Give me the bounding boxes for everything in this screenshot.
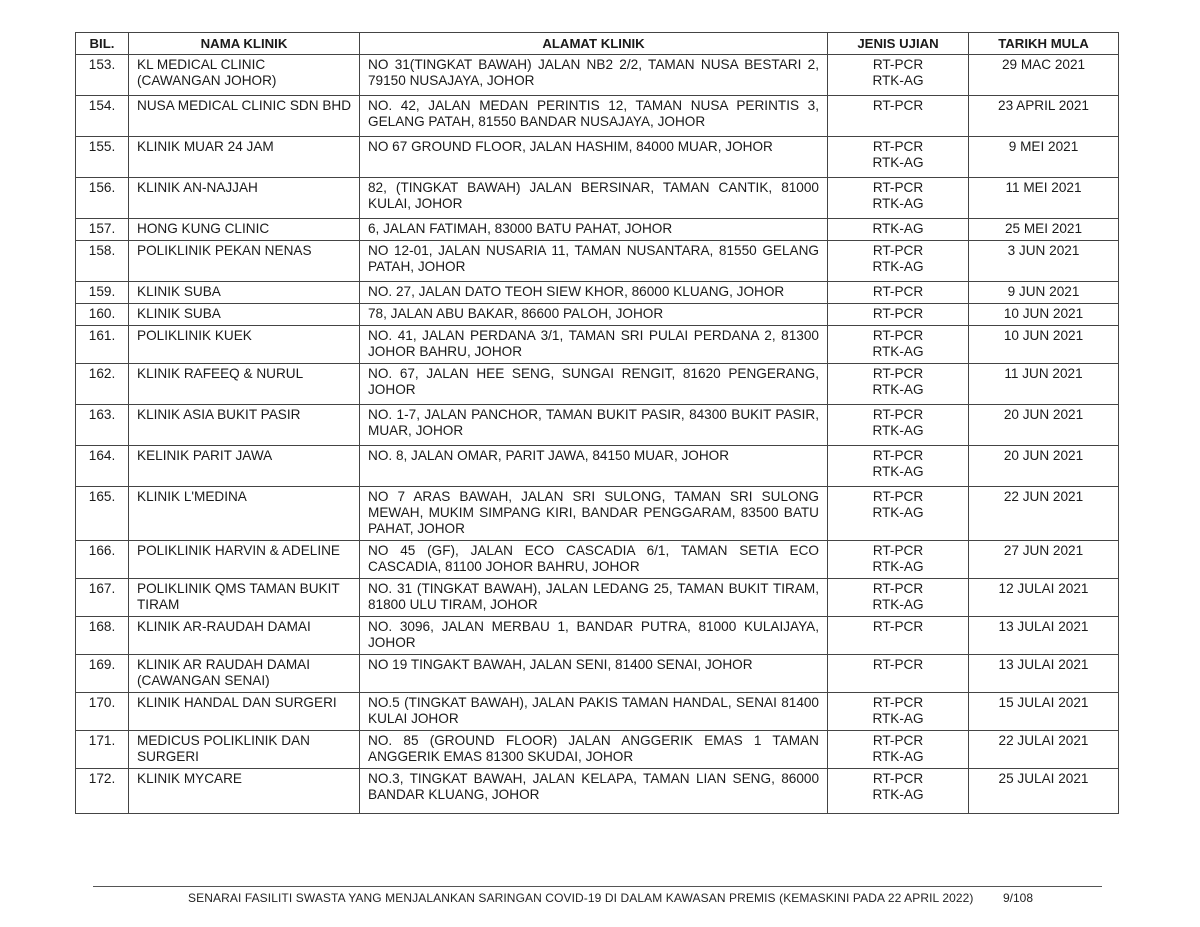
table-row bbox=[76, 405, 1119, 446]
start-date: 3 JUN 2021 bbox=[969, 241, 1119, 282]
test-types bbox=[828, 731, 969, 769]
table-row bbox=[76, 769, 1119, 814]
table-row bbox=[76, 579, 1119, 617]
row-number: 159. bbox=[76, 282, 129, 304]
test-types bbox=[828, 282, 969, 304]
test-types bbox=[828, 579, 969, 617]
footer-text: SENARAI FASILITI SWASTA YANG MENJALANKAN SARINGAN COVID-19 DI DALAM KAWASAN PREMIS (KEMASKINI PADA 22 APRIL 2022) bbox=[188, 891, 974, 905]
start-date: 25 MEI 2021 bbox=[969, 219, 1119, 241]
start-date: 13 JULAI 2021 bbox=[969, 617, 1119, 655]
test-type: RTK-AG bbox=[872, 344, 924, 359]
clinic-address: NO 67 GROUND FLOOR, JALAN HASHIM, 84000 MUAR, JOHOR bbox=[360, 137, 828, 178]
row-number: 162. bbox=[76, 364, 129, 405]
clinic-address: NO. 31 (TINGKAT BAWAH), JALAN LEDANG 25, TAMAN BUKIT TIRAM, 81800 ULU TIRAM, JOHOR bbox=[360, 579, 828, 617]
start-date: 20 JUN 2021 bbox=[969, 446, 1119, 487]
clinic-name: KLINIK MYCARE bbox=[129, 769, 360, 814]
test-type: RT-PCR bbox=[872, 306, 924, 321]
table-row bbox=[76, 304, 1119, 326]
row-number: 171. bbox=[76, 731, 129, 769]
row-number: 156. bbox=[76, 178, 129, 219]
test-types bbox=[828, 446, 969, 487]
test-type: RTK-AG bbox=[872, 711, 924, 726]
clinic-name: POLIKLINIK KUEK bbox=[129, 326, 360, 364]
clinic-address: NO 45 (GF), JALAN ECO CASCADIA 6/1, TAMAN SETIA ECO CASCADIA, 81100 JOHOR BAHRU, JOHOR bbox=[360, 541, 828, 579]
table-header-row bbox=[76, 33, 1119, 55]
clinic-name: KL MEDICAL CLINIC (CAWANGAN JOHOR) bbox=[129, 55, 360, 96]
start-date: 23 APRIL 2021 bbox=[969, 96, 1119, 137]
clinic-address: NO. 67, JALAN HEE SENG, SUNGAI RENGIT, 81620 PENGERANG, JOHOR bbox=[360, 364, 828, 405]
row-number: 166. bbox=[76, 541, 129, 579]
row-number: 153. bbox=[76, 55, 129, 96]
test-type: RTK-AG bbox=[872, 155, 924, 170]
start-date: 9 MEI 2021 bbox=[969, 137, 1119, 178]
test-types bbox=[828, 769, 969, 814]
clinic-name: HONG KUNG CLINIC bbox=[129, 219, 360, 241]
clinic-address: NO. 42, JALAN MEDAN PERINTIS 12, TAMAN NUSA PERINTIS 3, GELANG PATAH, 81550 BANDAR NUSAJAYA, JOHOR bbox=[360, 96, 828, 137]
row-number: 168. bbox=[76, 617, 129, 655]
start-date: 12 JULAI 2021 bbox=[969, 579, 1119, 617]
clinic-address: NO. 8, JALAN OMAR, PARIT JAWA, 84150 MUAR, JOHOR bbox=[360, 446, 828, 487]
table-row bbox=[76, 178, 1119, 219]
start-date: 22 JUN 2021 bbox=[969, 487, 1119, 541]
table-row bbox=[76, 241, 1119, 282]
test-type: RT-PCR bbox=[872, 243, 924, 258]
header-date: TARIKH MULA bbox=[969, 33, 1119, 55]
test-type: RT-PCR bbox=[872, 489, 924, 504]
clinic-name: POLIKLINIK PEKAN NENAS bbox=[129, 241, 360, 282]
test-type: RTK-AG bbox=[872, 559, 924, 574]
row-number: 155. bbox=[76, 137, 129, 178]
test-type: RT-PCR bbox=[872, 733, 924, 748]
start-date: 13 JULAI 2021 bbox=[969, 655, 1119, 693]
clinic-address: NO. 41, JALAN PERDANA 3/1, TAMAN SRI PULAI PERDANA 2, 81300 JOHOR BAHRU, JOHOR bbox=[360, 326, 828, 364]
row-number: 154. bbox=[76, 96, 129, 137]
row-number: 164. bbox=[76, 446, 129, 487]
test-type: RT-PCR bbox=[872, 328, 924, 343]
test-types bbox=[828, 405, 969, 446]
row-number: 167. bbox=[76, 579, 129, 617]
footer-rule bbox=[93, 886, 1102, 887]
clinic-address: NO 31(TINGKAT BAWAH) JALAN NB2 2/2, TAMAN NUSA BESTARI 2, 79150 NUSAJAYA, JOHOR bbox=[360, 55, 828, 96]
test-types bbox=[828, 304, 969, 326]
test-types bbox=[828, 55, 969, 96]
clinic-address: NO 7 ARAS BAWAH, JALAN SRI SULONG, TAMAN SRI SULONG MEWAH, MUKIM SIMPANG KIRI, BANDAR PENGGARAM, 83500 BATU PAHAT, JOHOR bbox=[360, 487, 828, 541]
clinic-name: NUSA MEDICAL CLINIC SDN BHD bbox=[129, 96, 360, 137]
test-type: RTK-AG bbox=[872, 597, 924, 612]
start-date: 15 JULAI 2021 bbox=[969, 693, 1119, 731]
test-type: RTK-AG bbox=[872, 382, 924, 397]
table-row bbox=[76, 487, 1119, 541]
test-types bbox=[828, 487, 969, 541]
start-date: 20 JUN 2021 bbox=[969, 405, 1119, 446]
clinic-name: KLINIK AR RAUDAH DAMAI (CAWANGAN SENAI) bbox=[129, 655, 360, 693]
clinic-address: NO.5 (TINGKAT BAWAH), JALAN PAKIS TAMAN HANDAL, SENAI 81400 KULAI JOHOR bbox=[360, 693, 828, 731]
test-type: RT-PCR bbox=[872, 448, 924, 463]
start-date: 11 JUN 2021 bbox=[969, 364, 1119, 405]
row-number: 161. bbox=[76, 326, 129, 364]
test-type: RTK-AG bbox=[872, 464, 924, 479]
test-types bbox=[828, 693, 969, 731]
row-number: 163. bbox=[76, 405, 129, 446]
row-number: 170. bbox=[76, 693, 129, 731]
start-date: 22 JULAI 2021 bbox=[969, 731, 1119, 769]
header-address: ALAMAT KLINIK bbox=[360, 33, 828, 55]
test-type: RT-PCR bbox=[872, 657, 924, 672]
start-date: 25 JULAI 2021 bbox=[969, 769, 1119, 814]
test-type: RT-PCR bbox=[872, 98, 924, 113]
row-number: 165. bbox=[76, 487, 129, 541]
test-type: RTK-AG bbox=[872, 423, 924, 438]
page-number: 9/108 bbox=[1003, 891, 1034, 905]
test-type: RTK-AG bbox=[872, 73, 924, 88]
table-row bbox=[76, 326, 1119, 364]
table-row bbox=[76, 55, 1119, 96]
clinic-address: NO.3, TINGKAT BAWAH, JALAN KELAPA, TAMAN LIAN SENG, 86000 BANDAR KLUANG, JOHOR bbox=[360, 769, 828, 814]
clinic-name: KLINIK HANDAL DAN SURGERI bbox=[129, 693, 360, 731]
test-type: RT-PCR bbox=[872, 139, 924, 154]
test-types bbox=[828, 178, 969, 219]
test-types bbox=[828, 219, 969, 241]
test-types bbox=[828, 241, 969, 282]
clinic-name: KELINIK PARIT JAWA bbox=[129, 446, 360, 487]
start-date: 27 JUN 2021 bbox=[969, 541, 1119, 579]
header-tests: JENIS UJIAN bbox=[828, 33, 969, 55]
row-number: 172. bbox=[76, 769, 129, 814]
clinic-name: POLIKLINIK HARVIN & ADELINE bbox=[129, 541, 360, 579]
clinic-name: KLINIK ASIA BUKIT PASIR bbox=[129, 405, 360, 446]
table-row bbox=[76, 282, 1119, 304]
row-number: 158. bbox=[76, 241, 129, 282]
row-number: 157. bbox=[76, 219, 129, 241]
clinic-address: NO 19 TINGAKT BAWAH, JALAN SENI, 81400 SENAI, JOHOR bbox=[360, 655, 828, 693]
clinic-name: KLINIK AN-NAJJAH bbox=[129, 178, 360, 219]
header-name: NAMA KLINIK bbox=[129, 33, 360, 55]
clinic-name: KLINIK RAFEEQ & NURUL bbox=[129, 364, 360, 405]
table-body bbox=[76, 55, 1119, 814]
row-number: 160. bbox=[76, 304, 129, 326]
test-type: RTK-AG bbox=[872, 749, 924, 764]
start-date: 11 MEI 2021 bbox=[969, 178, 1119, 219]
clinic-address: 6, JALAN FATIMAH, 83000 BATU PAHAT, JOHOR bbox=[360, 219, 828, 241]
clinic-name: KLINIK L'MEDINA bbox=[129, 487, 360, 541]
clinic-name: POLIKLINIK QMS TAMAN BUKIT TIRAM bbox=[129, 579, 360, 617]
test-type: RT-PCR bbox=[872, 366, 924, 381]
clinic-name: KLINIK SUBA bbox=[129, 282, 360, 304]
clinic-name: KLINIK MUAR 24 JAM bbox=[129, 137, 360, 178]
test-type: RTK-AG bbox=[872, 259, 924, 274]
header-bil: BIL. bbox=[76, 33, 129, 55]
test-type: RT-PCR bbox=[872, 57, 924, 72]
start-date: 10 JUN 2021 bbox=[969, 304, 1119, 326]
clinic-address: NO. 85 (GROUND FLOOR) JALAN ANGGERIK EMAS 1 TAMAN ANGGERIK EMAS 81300 SKUDAI, JOHOR bbox=[360, 731, 828, 769]
clinic-address: NO. 27, JALAN DATO TEOH SIEW KHOR, 86000 KLUANG, JOHOR bbox=[360, 282, 828, 304]
table-row bbox=[76, 96, 1119, 137]
test-types bbox=[828, 655, 969, 693]
table-row bbox=[76, 731, 1119, 769]
test-types bbox=[828, 326, 969, 364]
test-types bbox=[828, 137, 969, 178]
table-row bbox=[76, 137, 1119, 178]
start-date: 29 MAC 2021 bbox=[969, 55, 1119, 96]
clinic-address: NO. 1-7, JALAN PANCHOR, TAMAN BUKIT PASIR, 84300 BUKIT PASIR, MUAR, JOHOR bbox=[360, 405, 828, 446]
test-type: RT-PCR bbox=[872, 407, 924, 422]
table-row bbox=[76, 219, 1119, 241]
test-type: RT-PCR bbox=[872, 543, 924, 558]
test-type: RTK-AG bbox=[872, 221, 924, 236]
test-type: RTK-AG bbox=[872, 787, 924, 802]
table-row bbox=[76, 617, 1119, 655]
test-type: RT-PCR bbox=[872, 180, 924, 195]
clinic-address: NO. 3096, JALAN MERBAU 1, BANDAR PUTRA, 81000 KULAIJAYA, JOHOR bbox=[360, 617, 828, 655]
test-type: RT-PCR bbox=[872, 581, 924, 596]
clinic-name: MEDICUS POLIKLINIK DAN SURGERI bbox=[129, 731, 360, 769]
test-type: RT-PCR bbox=[872, 619, 924, 634]
table-row bbox=[76, 655, 1119, 693]
clinic-name: KLINIK SUBA bbox=[129, 304, 360, 326]
row-number: 169. bbox=[76, 655, 129, 693]
table-row bbox=[76, 541, 1119, 579]
test-type: RT-PCR bbox=[872, 284, 924, 299]
test-type: RTK-AG bbox=[872, 196, 924, 211]
test-types bbox=[828, 364, 969, 405]
clinic-address: 82, (TINGKAT BAWAH) JALAN BERSINAR, TAMAN CANTIK, 81000 KULAI, JOHOR bbox=[360, 178, 828, 219]
test-type: RT-PCR bbox=[872, 771, 924, 786]
test-types bbox=[828, 617, 969, 655]
table-row bbox=[76, 364, 1119, 405]
table-row bbox=[76, 446, 1119, 487]
test-type: RT-PCR bbox=[872, 695, 924, 710]
clinic-name: KLINIK AR-RAUDAH DAMAI bbox=[129, 617, 360, 655]
test-type: RTK-AG bbox=[872, 505, 924, 520]
test-types bbox=[828, 96, 969, 137]
test-types bbox=[828, 541, 969, 579]
clinic-address: NO 12-01, JALAN NUSARIA 11, TAMAN NUSANTARA, 81550 GELANG PATAH, JOHOR bbox=[360, 241, 828, 282]
clinic-table bbox=[75, 32, 1119, 814]
table-row bbox=[76, 693, 1119, 731]
clinic-address: 78, JALAN ABU BAKAR, 86600 PALOH, JOHOR bbox=[360, 304, 828, 326]
start-date: 9 JUN 2021 bbox=[969, 282, 1119, 304]
start-date: 10 JUN 2021 bbox=[969, 326, 1119, 364]
